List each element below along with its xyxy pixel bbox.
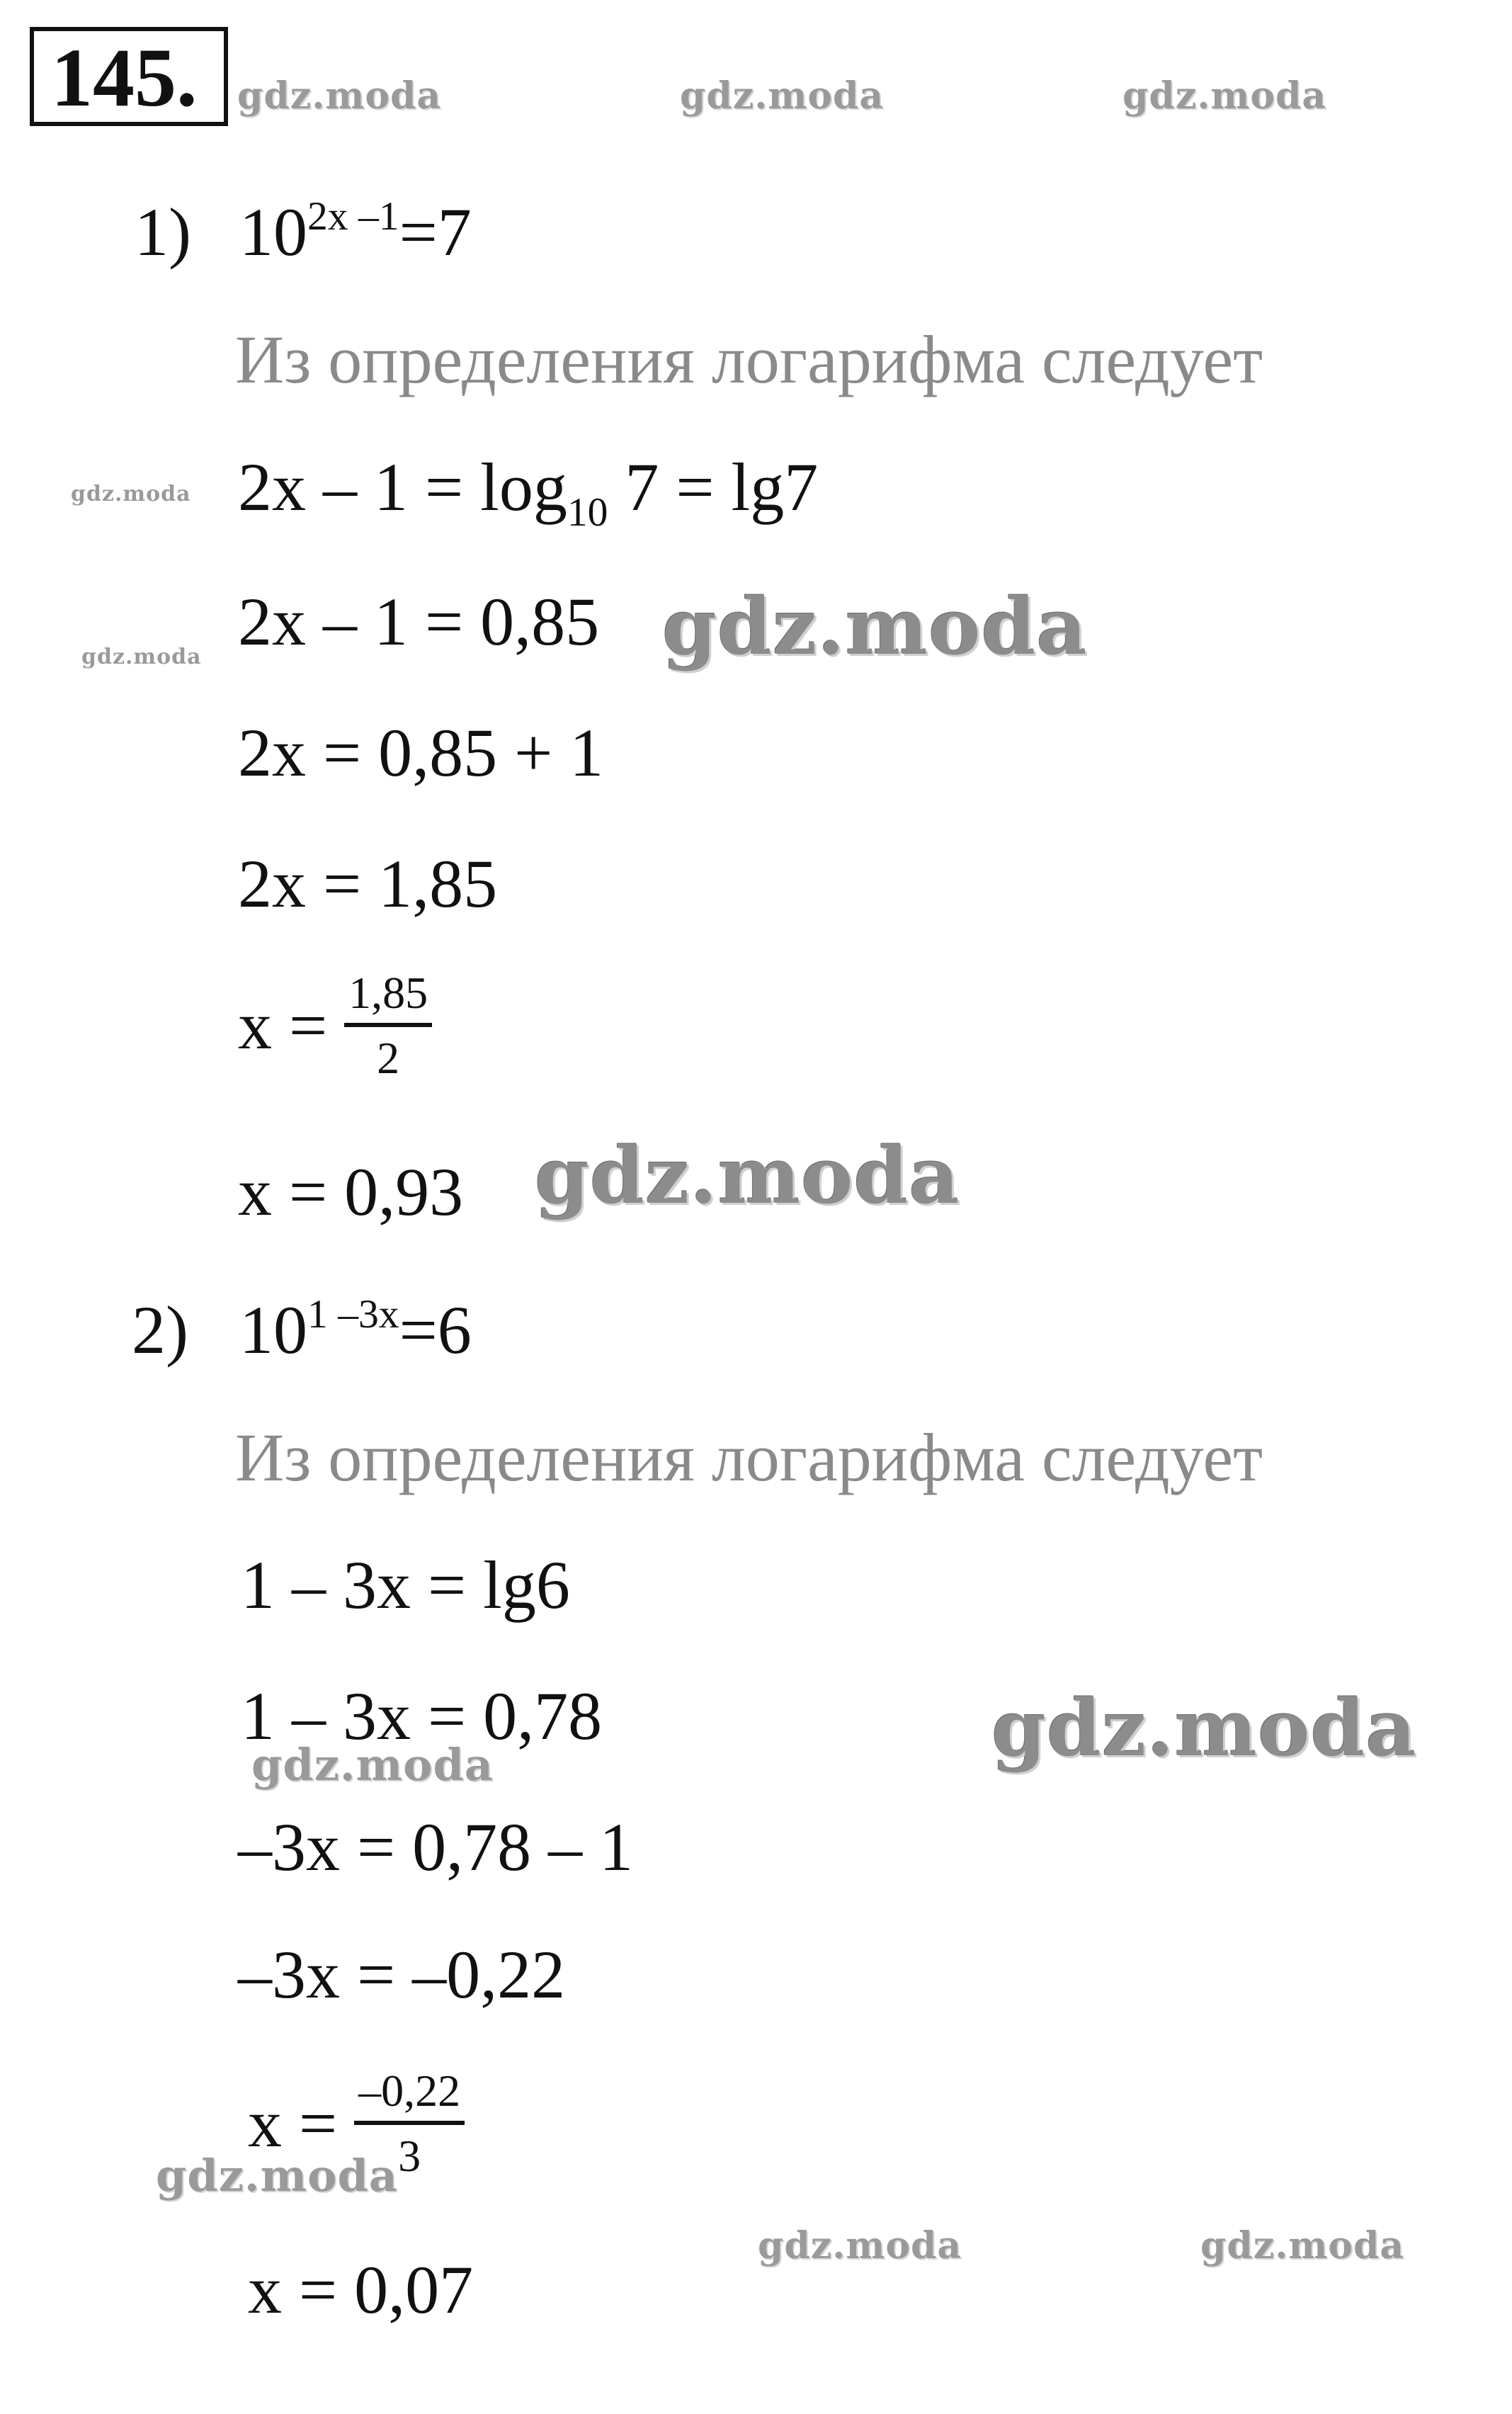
part1-step1: $2x - 1 = \log_{10} 7 = \lg 7$ <box>238 449 819 535</box>
watermark: gdz.moda <box>251 1739 494 1791</box>
part2-answer: x = 0,07 <box>248 2252 474 2328</box>
watermark: gdz.moda <box>662 581 1088 672</box>
task-number: 145. <box>51 31 198 124</box>
part1-equation: $10^{2x -1}=7$ <box>239 194 472 270</box>
part2-step1: 1 – 3x = lg6 <box>241 1547 570 1623</box>
watermark: gdz.moda <box>156 2150 398 2202</box>
part1-step4: 2x = 1,85 <box>238 846 498 922</box>
watermark: gdz.moda <box>81 645 202 669</box>
part1-hint: Из определения логарифма следует <box>235 322 1263 397</box>
watermark: gdz.moda <box>1122 74 1327 118</box>
watermark: gdz.moda <box>758 2224 962 2267</box>
watermark: gdz.moda <box>71 482 191 506</box>
watermark: gdz.moda <box>991 1682 1417 1774</box>
part2-step3: –3x = 0,78 – 1 <box>238 1809 634 1885</box>
part1-answer: x = 0,93 <box>238 1154 464 1230</box>
part2-equation: $10^{1 -3x}=6$ <box>239 1292 472 1368</box>
part2-step5: x = $\frac{-0,22}{3}$ <box>248 2068 465 2179</box>
part1-label: 1) <box>135 194 191 270</box>
watermark: gdz.moda <box>535 1130 960 1221</box>
watermark: gdz.moda <box>680 74 885 118</box>
part1-step3: 2x = 0,85 + 1 <box>238 715 604 790</box>
watermark: gdz.moda <box>1200 2224 1405 2267</box>
part1-step2: 2x – 1 = 0,85 <box>238 584 600 659</box>
part2-label: 2) <box>132 1292 188 1368</box>
watermark: gdz.moda <box>237 74 442 118</box>
part2-step2: 1 – 3x = 0,78 <box>241 1678 603 1754</box>
part1-step5: x = $\frac{1,85}{2}$ <box>238 970 432 1081</box>
part1-fraction: $\frac{1,85}{2}$ <box>344 970 432 1081</box>
part2-hint: Из определения логарифма следует <box>235 1420 1263 1495</box>
part2-step4: –3x = –0,22 <box>238 1937 566 2012</box>
part2-fraction: $\frac{-0,22}{3}$ <box>354 2068 465 2179</box>
